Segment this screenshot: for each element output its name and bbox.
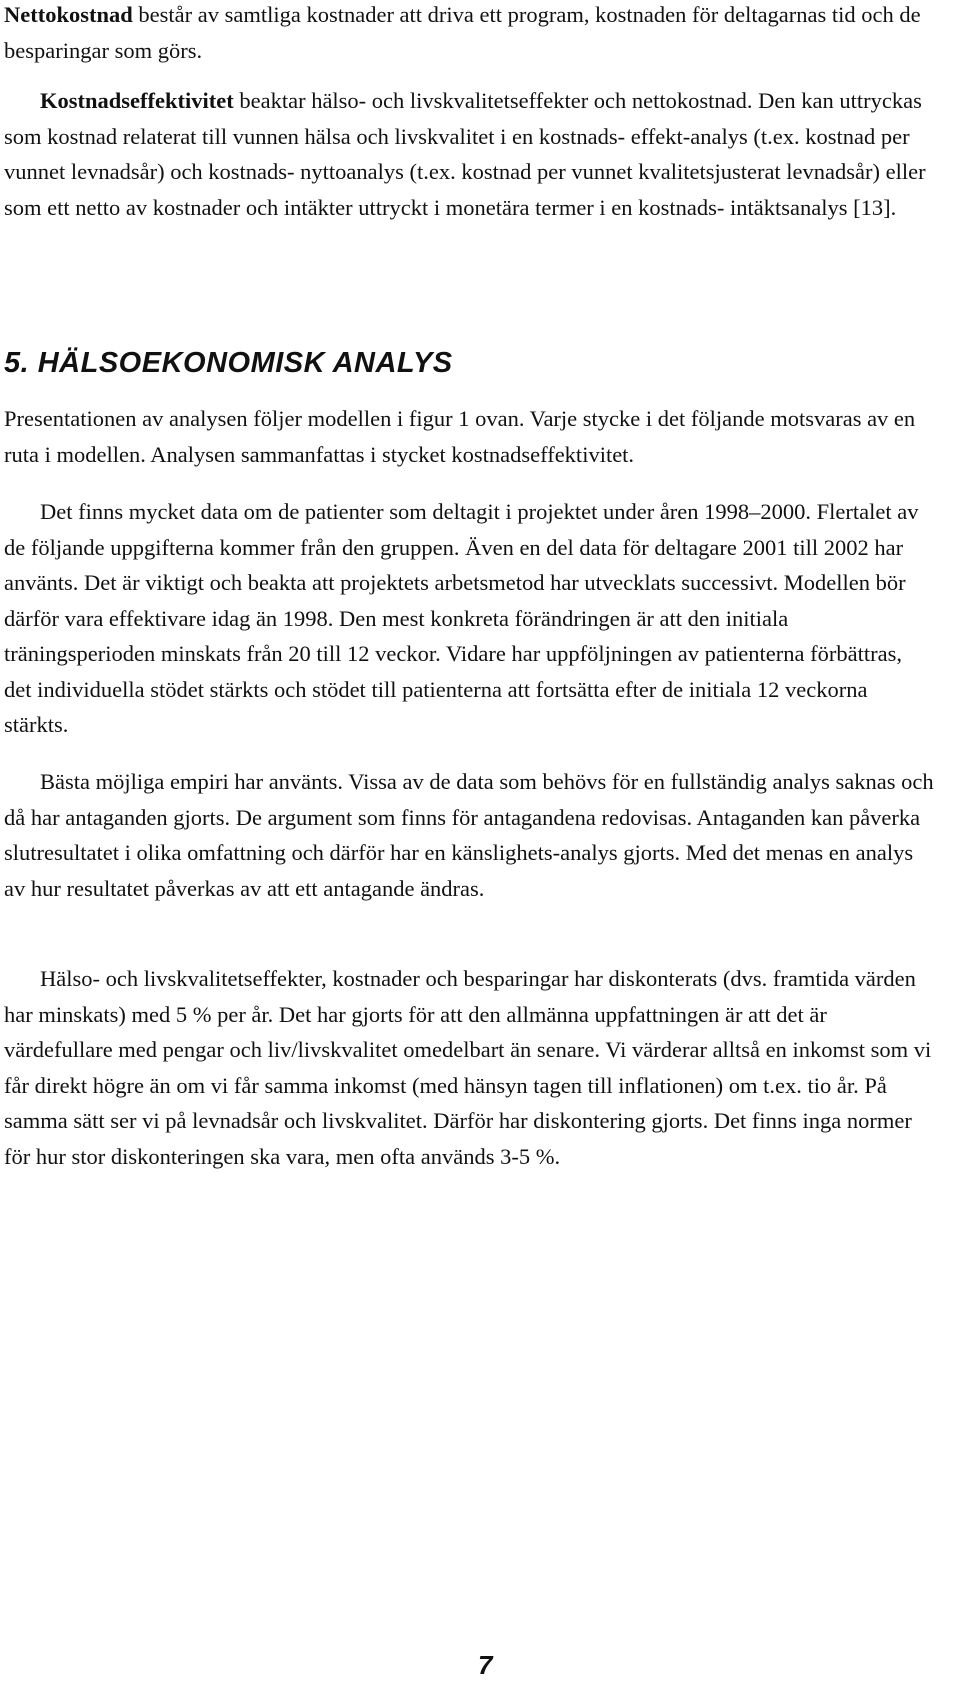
term-kostnadseffektivitet: Kostnadseffektivitet xyxy=(40,88,234,113)
definition-nettokostnad xyxy=(4,0,934,68)
body-paragraph: Presentationen av analysen följer modellen i figur 1 ovan. Varje stycke i det följande motsvaras av en ruta i modellen. Analysen sammanfattas i stycket kostnadseffektivitet. xyxy=(4,406,916,467)
body-paragraph: Det finns mycket data om de patienter som deltagit i projektet under åren 1998–2000. Flertalet av de följande uppgifterna kommer från den gruppen. Även en del data för deltagare 2001 till 2002 har använts. Det är viktigt och beakta att projektets arbetsmetod har utvecklats successivt. Modellen bör därför vara effektivare idag än 1998. Den mest konkreta förändringen är att den initiala träningsperioden minskats från 20 till 12 veckor. Vidare har uppföljningen av patienterna förbättras, det individuella stödet stärkts och stödet till patienterna att fortsätta efter de initiala 12 veckorna stärkts. xyxy=(4,499,919,737)
page-number: 7 xyxy=(478,1650,493,1680)
body-paragraph: Bästa möjliga empiri har använts. Vissa av de data som behövs för en fullständig analys saknas och då har antaganden gjorts. De argument som finns för antagandena redovisas. Antaganden kan påverka slutresultatet i olika omfattning och därför har en känslighets-analys gjorts. Med det menas en analys av hur resultatet påverkas av att ett antagande ändras. xyxy=(4,769,934,901)
definition-kostnadseffektivitet xyxy=(4,83,934,225)
definition-text: består av samtliga kostnader att driva ett program, kostnaden för deltagarnas tid och de besparingar som görs. xyxy=(4,2,921,63)
section-heading: 5. HÄLSOEKONOMISK ANALYS xyxy=(4,347,453,379)
term-nettokostnad: Nettokostnad xyxy=(4,2,133,27)
definition-text: beaktar hälso- och livskvalitetseffekter och nettokostnad. Den kan uttryckas som kostnad relaterat till vunnen hälsa och livskvalitet i en kostnads- effekt-analys (t.ex. kostnad per vunnet levnadsår) och kostnads- nyttoanalys (t.ex. kostnad per vunnet kvalitetsjusterat levnadsår) eller som ett netto av kostnader och intäkter uttryckt i monetära termer i en kostnads- intäktsanalys [13]. xyxy=(4,88,926,220)
body-paragraph: Hälso- och livskvalitetseffekter, kostnader och besparingar har diskonterats (dvs. framtida värden har minskats) med 5 % per år. Det har gjorts för att den allmänna uppfattningen är att det är värdefullare med pengar och liv/livskvalitet omedelbart än senare. Vi värderar alltså en inkomst som vi får direkt högre än om vi får samma inkomst (med hänsyn tagen till inflationen) om t.ex. tio år. På samma sätt ser vi på levnadsår och livskvalitet. Därför har diskontering gjorts. Det finns inga normer för hur stor diskonteringen ska vara, men ofta används 3-5 %. xyxy=(4,966,932,1169)
